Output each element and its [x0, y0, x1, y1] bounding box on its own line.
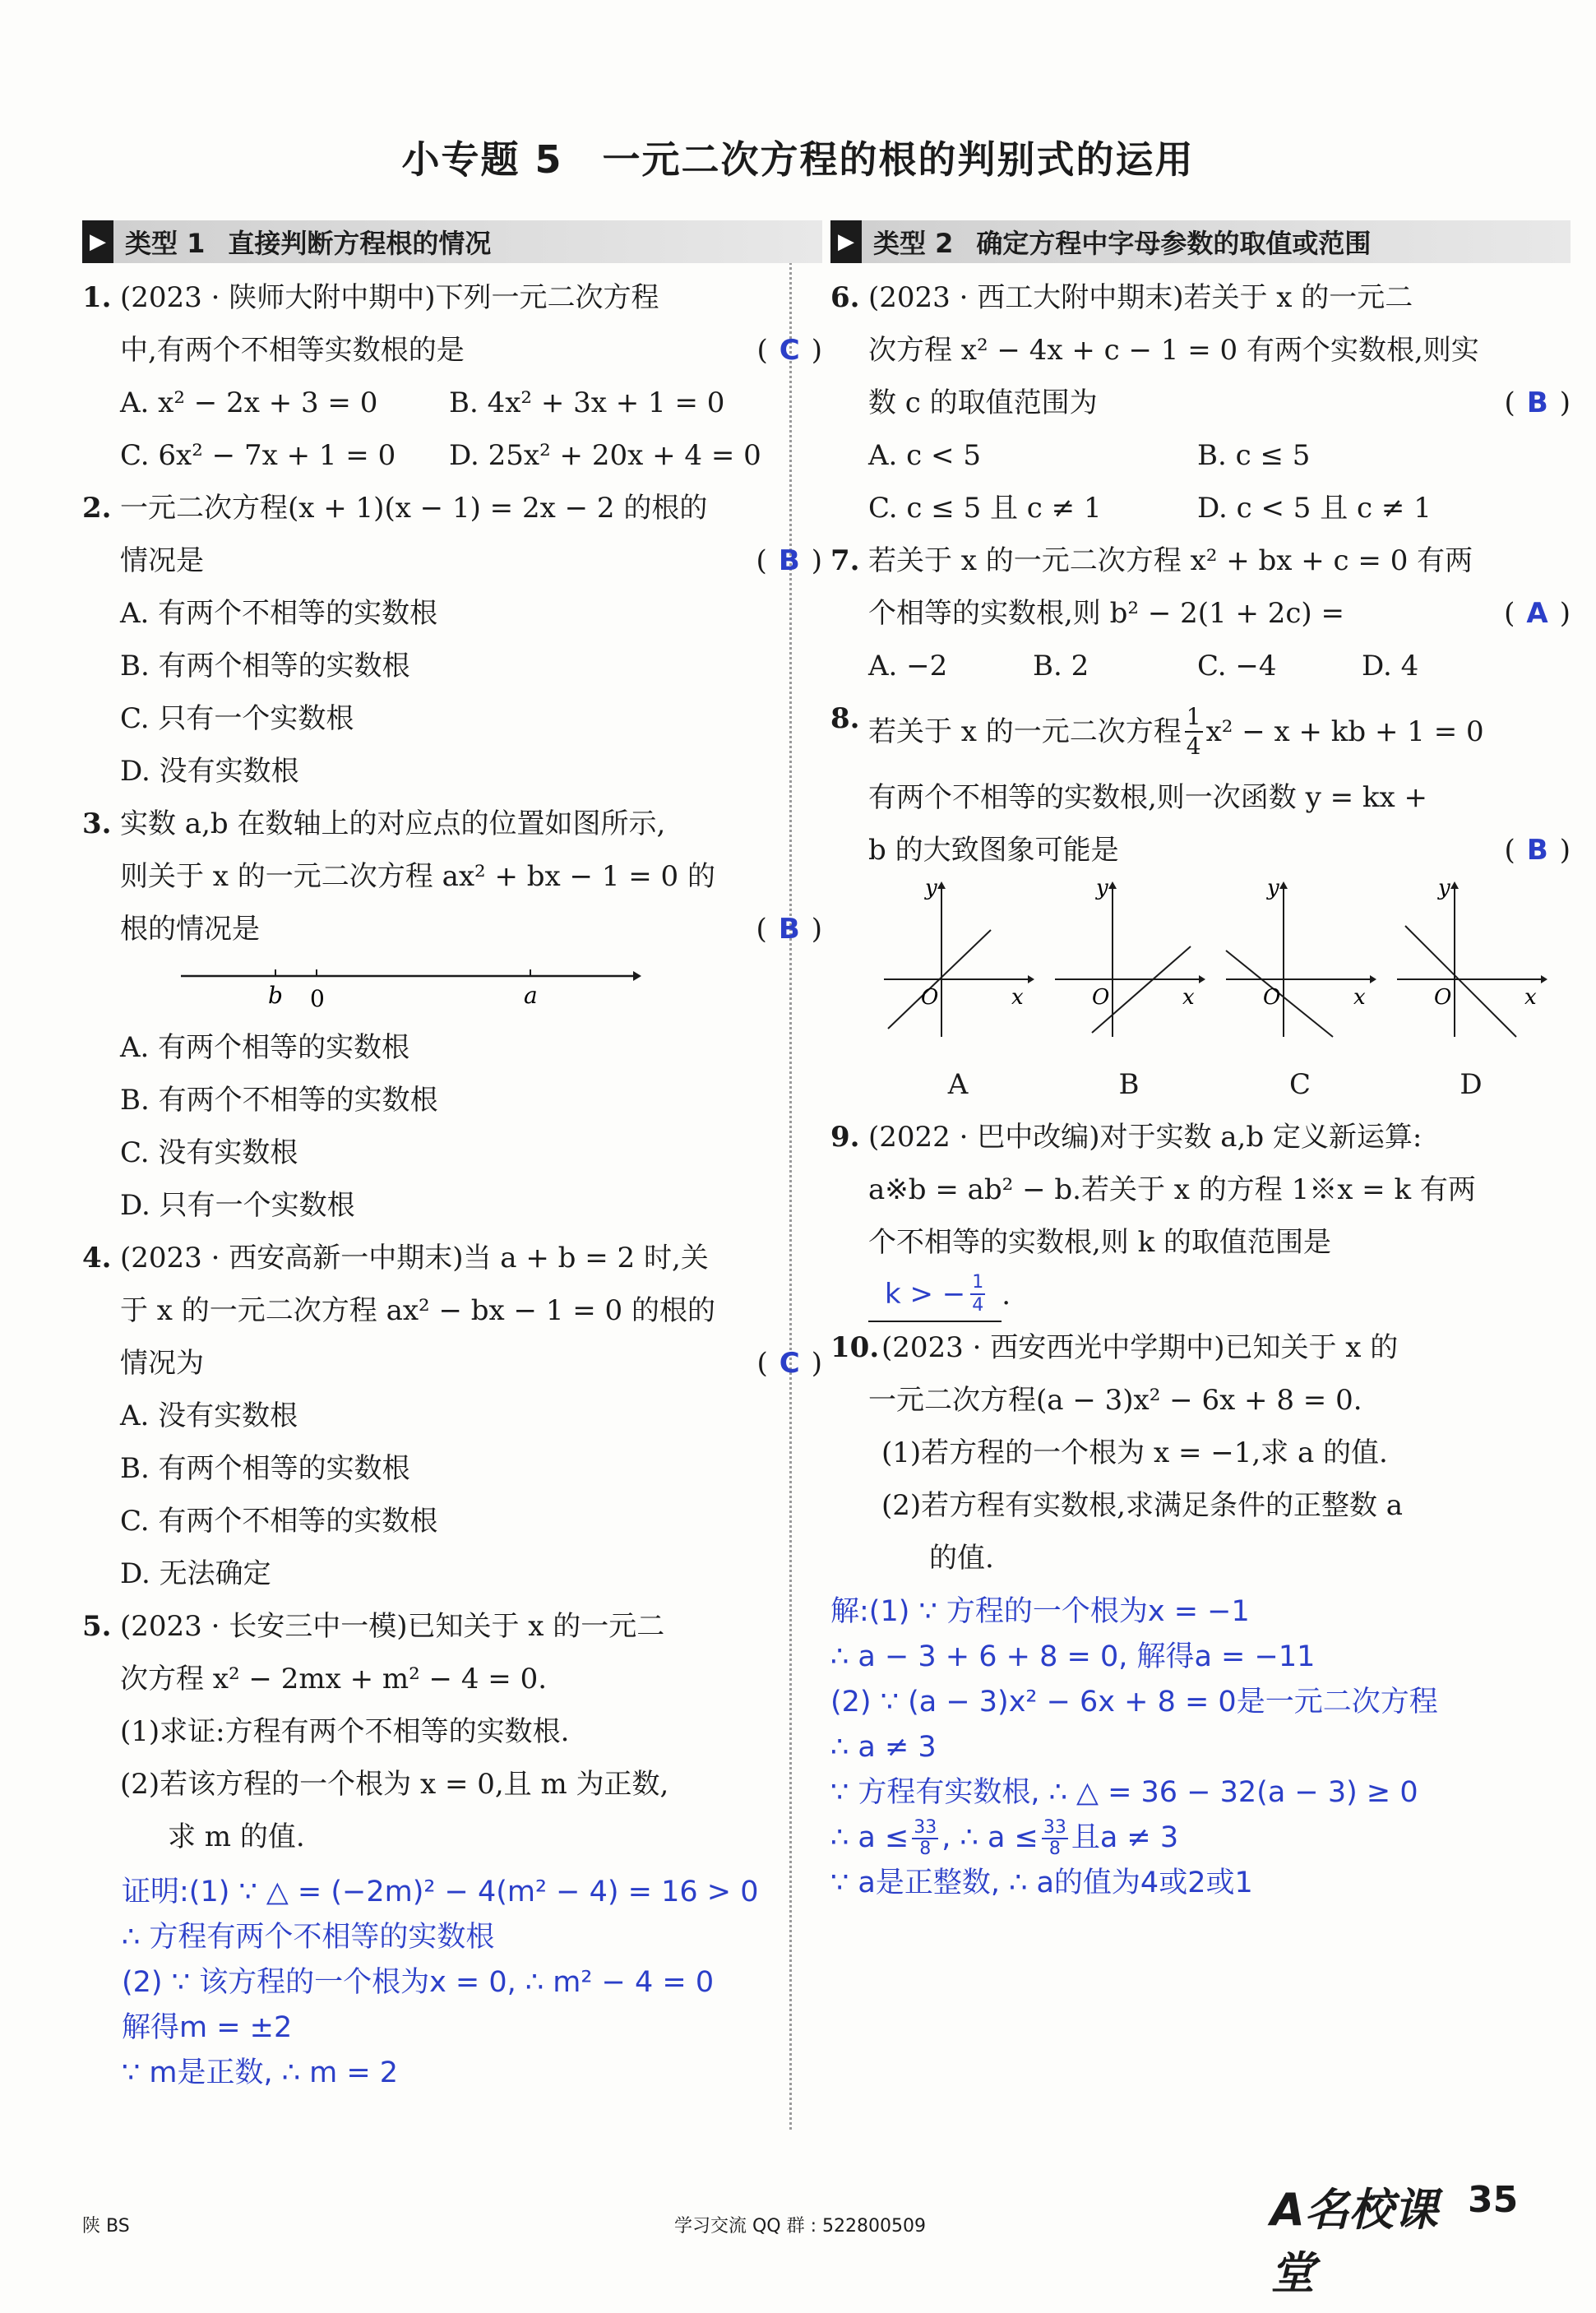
question-text: 实数 a,b 在数轴上的对应点的位置如图所示,	[120, 807, 666, 840]
question-text: 于 x 的一元二次方程 ax² − bx − 1 = 0 的根的	[120, 1294, 715, 1327]
question-text: 则关于 x 的一元二次方程 ax² + bx − 1 = 0 的	[120, 860, 715, 893]
solution-text: ∴ a ≤	[830, 1821, 909, 1854]
question-number: 8.	[830, 702, 860, 735]
solution-line: (2) ∵ (a − 3)x² − 6x + 8 = 0是一元二次方程	[830, 1686, 1438, 1719]
question-number: 2.	[82, 492, 112, 525]
graph-label: A	[947, 1068, 969, 1101]
axis-y-label: y	[925, 877, 937, 900]
question-number: 6.	[830, 281, 860, 314]
solution-5	[82, 1870, 822, 2096]
fraction-denominator: 8	[1048, 1838, 1061, 1859]
fraction-numerator: 33	[914, 1816, 937, 1838]
option-b: B. c ≤ 5	[1197, 439, 1311, 472]
question-text: a※b = ab² − b.若关于 x 的方程 1※x = k 有两	[868, 1173, 1476, 1206]
option-d: D. 25x² + 20x + 4 = 0	[449, 439, 761, 472]
origin-label: O	[1263, 985, 1281, 1010]
page-title: 小专题 5 一元二次方程的根的判别式的运用	[401, 137, 1195, 182]
option-b: B. 2	[1033, 650, 1089, 682]
question-text: x² − x + kb + 1 = 0	[1205, 715, 1484, 748]
option-c: C. −4	[1197, 650, 1277, 682]
question-text: (2023 · 陕师大附中期中)下列一元二次方程	[120, 281, 659, 314]
graph-label: B	[1118, 1068, 1140, 1101]
option-d: D. 没有实数根	[120, 755, 299, 788]
graph-options	[830, 877, 1571, 1111]
number-line	[82, 955, 822, 1021]
question-text: 若关于 x 的一元二次方程 x² + bx + c = 0 有两	[868, 544, 1473, 577]
question-8: 8. 若关于 x 的一元二次方程 $\frac{1}{4}$ x² − x + kb + 1 = 0 有两个不相等的实数根,则一次函数 y = kx + b 的大致图象可能是 ( B ) y x O A y x O B y x O C y x O D	[830, 692, 1571, 1111]
question-9	[830, 1111, 1571, 1321]
question-3: 3. 实数 a,b 在数轴上的对应点的位置如图所示, 则关于 x 的一元二次方程 ax² + bx − 1 = 0 的 根的情况是 ( B ) b 0 a A. 有两个相等的实数根 B. 有两个不相等的实数根 C. 没有实数根 D. 只有一个实数根	[82, 798, 822, 1232]
option-d: D. 无法确定	[120, 1557, 271, 1590]
graph-c	[1222, 877, 1378, 1111]
sub-question-2: (2)若方程有实数根,求满足条件的正整数 a	[881, 1489, 1404, 1522]
option-a: A. x² − 2x + 3 = 0	[120, 386, 378, 419]
question-text: 一元二次方程(a − 3)x² − 6x + 8 = 0.	[868, 1384, 1362, 1417]
solution-line: 证明:(1) ∵ △ = (−2m)² − 4(m² − 4) = 16 > 0	[122, 1876, 759, 1908]
section-header-2	[830, 220, 1571, 263]
solution-line: ∵ 方程有实数根, ∴ △ = 36 − 32(a − 3) ≥ 0	[830, 1776, 1418, 1809]
footer-edition: 陕 BS	[82, 2216, 130, 2237]
graph-label: D	[1460, 1068, 1483, 1101]
option-c: C. 只有一个实数根	[120, 702, 354, 735]
question-text: 一元二次方程(x + 1)(x − 1) = 2x − 2 的根的	[120, 492, 708, 525]
question-text: 个相等的实数根,则 b² − 2(1 + 2c) =	[868, 597, 1344, 630]
option-a: A. −2	[868, 650, 948, 682]
option-c: C. c ≤ 5 且 c ≠ 1	[868, 492, 1102, 525]
period: .	[1002, 1279, 1011, 1311]
fraction-numerator: 1	[970, 1272, 985, 1295]
brand-logo	[1270, 2175, 1443, 2299]
question-4: 4. (2023 · 西安高新一中期末)当 a + b = 2 时,关 于 x 的一元二次方程 ax² − bx − 1 = 0 的根的 情况为 ( C ) A. 没有实数根 B. 有两个相等的实数根 C. 有两个不相等的实数根 D. 无法确定	[82, 1232, 822, 1600]
option-a: A. c < 5	[868, 439, 981, 472]
right-column	[830, 220, 1571, 1906]
sub-question-1: (1)若方程的一个根为 x = −1,求 a 的值.	[881, 1436, 1388, 1469]
question-text: 中,有两个不相等实数根的是	[120, 334, 465, 367]
question-number: 7.	[830, 544, 860, 577]
graph-b	[1051, 877, 1207, 1111]
section-header-1	[82, 220, 822, 263]
option-a: A. 有两个不相等的实数根	[120, 597, 438, 630]
question-text: 数 c 的取值范围为	[868, 386, 1098, 419]
question-number: 5.	[82, 1610, 112, 1643]
solution-line	[830, 1816, 1571, 1861]
answer: B	[1526, 386, 1548, 419]
axis-x-label: x	[1182, 985, 1195, 1010]
question-text: (2023 · 西工大附中期末)若关于 x 的一元二	[868, 281, 1413, 314]
answer: A	[1526, 597, 1548, 630]
option-b: B. 有两个不相等的实数根	[120, 1084, 438, 1117]
solution-text: 且a ≠ 3	[1071, 1821, 1179, 1854]
axis-y-label: y	[1267, 877, 1279, 900]
sub-question-1: (1)求证:方程有两个不相等的实数根.	[120, 1715, 570, 1748]
sub-question-2-cont: 求 m 的值.	[168, 1820, 305, 1853]
logo-text: A名校课堂	[1270, 2184, 1438, 2299]
origin-label: O	[1092, 985, 1110, 1010]
play-icon: ▶	[82, 220, 113, 263]
fraction-denominator: 8	[919, 1838, 932, 1859]
fill-answer	[868, 1268, 1002, 1322]
question-text: b 的大致图象可能是	[868, 834, 1119, 867]
question-text: 情况是	[120, 544, 204, 577]
answer: C	[779, 334, 800, 367]
option-a: A. 没有实数根	[120, 1399, 298, 1432]
fraction	[1185, 703, 1203, 761]
left-column	[82, 220, 822, 2096]
solution-line: ∴ a − 3 + 6 + 8 = 0, 解得a = −11	[830, 1640, 1316, 1673]
answer-text: k > −	[885, 1278, 966, 1311]
question-number: 9.	[830, 1121, 860, 1154]
question-2: 2. 一元二次方程(x + 1)(x − 1) = 2x − 2 的根的 情况是 ( B ) A. 有两个不相等的实数根 B. 有两个相等的实数根 C. 只有一个实数根 D. 没有实数根	[82, 482, 822, 798]
question-text: 若关于 x 的一元二次方程	[868, 715, 1182, 748]
question-5	[82, 1600, 822, 2096]
origin-label: O	[1434, 985, 1452, 1010]
solution-line: 解:(1) ∵ 方程的一个根为x = −1	[830, 1595, 1250, 1628]
graph-a	[880, 877, 1036, 1111]
question-text: 个不相等的实数根,则 k 的取值范围是	[868, 1226, 1332, 1259]
number-line-b: b	[268, 982, 283, 1009]
section-type: 类型 2	[873, 228, 954, 259]
question-6: 6. (2023 · 西工大附中期末)若关于 x 的一元二 次方程 x² − 4x + c − 1 = 0 有两个实数根,则实 数 c 的取值范围为 ( B ) A. c < 5 B. c ≤ 5 C. c ≤ 5 且 c ≠ 1 D. c < 5 且 c ≠ 1	[830, 271, 1571, 534]
fraction	[970, 1272, 985, 1316]
solution-text: , ∴ a ≤	[941, 1821, 1039, 1854]
answer: B	[778, 913, 800, 946]
option-c: C. 6x² − 7x + 1 = 0	[120, 439, 396, 472]
section-type: 类型 1	[125, 228, 206, 259]
question-number: 10.	[830, 1331, 880, 1364]
solution-line: ∵ a是正整数, ∴ a的值为4或2或1	[830, 1867, 1253, 1899]
question-text: (2023 · 西安高新一中期末)当 a + b = 2 时,关	[120, 1242, 709, 1274]
option-d: D. c < 5 且 c ≠ 1	[1197, 492, 1432, 525]
option-a: A. 有两个相等的实数根	[120, 1031, 410, 1064]
question-text: 根的情况是	[120, 913, 260, 946]
play-icon: ▶	[830, 220, 862, 263]
number-line-a: a	[524, 982, 538, 1009]
option-d: D. 只有一个实数根	[120, 1189, 355, 1222]
solution-line: (2) ∵ 该方程的一个根为x = 0, ∴ m² − 4 = 0	[122, 1966, 715, 1999]
graph-d	[1393, 877, 1549, 1111]
question-1: 1. (2023 · 陕师大附中期中)下列一元二次方程 中,有两个不相等实数根的是 ( C ) A. x² − 2x + 3 = 0 B. 4x² + 3x + 1 = 0 C. 6x² − 7x + 1 = 0 D. 25x² + 20x + 4 = 0	[82, 271, 822, 482]
page-number: 35	[1468, 2179, 1519, 2221]
question-number: 1.	[82, 281, 112, 314]
section-title: 确定方程中字母参数的取值或范围	[976, 228, 1372, 259]
fraction	[1042, 1818, 1068, 1859]
axis-y-label: y	[1438, 877, 1450, 900]
axis-y-label: y	[1096, 877, 1108, 900]
answer: C	[779, 1347, 800, 1380]
question-10	[830, 1321, 1571, 1906]
question-text: 次方程 x² − 4x + c − 1 = 0 有两个实数根,则实	[868, 334, 1479, 367]
question-text: 有两个不相等的实数根,则一次函数 y = kx +	[868, 781, 1427, 814]
solution-line: ∴ 方程有两个不相等的实数根	[122, 1921, 495, 1954]
sub-question-2-cont: 的值.	[929, 1542, 994, 1575]
question-text: 情况为	[120, 1347, 204, 1380]
question-number: 3.	[82, 807, 112, 840]
option-b: B. 4x² + 3x + 1 = 0	[449, 386, 725, 419]
footer-qq-group: 学习交流 QQ 群 : 522800509	[674, 2216, 926, 2237]
answer: B	[778, 544, 800, 577]
solution-line: 解得m = ±2	[122, 2011, 293, 2044]
section-title: 直接判断方程根的情况	[228, 228, 492, 259]
option-c: C. 有两个不相等的实数根	[120, 1505, 438, 1538]
fraction-numerator: 33	[1043, 1816, 1066, 1838]
fraction-denominator: 4	[1186, 733, 1201, 760]
axis-x-label: x	[1353, 985, 1366, 1010]
graph-label: C	[1288, 1068, 1311, 1101]
axis-x-label: x	[1524, 985, 1537, 1010]
solution-line: ∴ a ≠ 3	[830, 1731, 937, 1764]
number-line-0: 0	[310, 985, 325, 1012]
option-b: B. 有两个相等的实数根	[120, 1452, 410, 1485]
question-7: 7. 若关于 x 的一元二次方程 x² + bx + c = 0 有两 个相等的实数根,则 b² − 2(1 + 2c) = ( A ) A. −2 B. 2 C. −4 D. 4	[830, 534, 1571, 692]
fraction	[912, 1818, 938, 1859]
option-d: D. 4	[1362, 650, 1419, 682]
question-text: (2023 · 长安三中一模)已知关于 x 的一元二	[120, 1610, 665, 1643]
origin-label: O	[921, 985, 939, 1010]
fraction-numerator: 1	[1185, 703, 1203, 733]
question-text: (2023 · 西安西光中学期中)已知关于 x 的	[881, 1331, 1399, 1364]
option-b: B. 有两个相等的实数根	[120, 650, 410, 682]
answer: B	[1526, 834, 1548, 867]
option-c: C. 没有实数根	[120, 1136, 298, 1169]
sub-question-2: (2)若该方程的一个根为 x = 0,且 m 为正数,	[120, 1768, 669, 1801]
question-number: 4.	[82, 1242, 112, 1274]
axis-x-label: x	[1011, 985, 1024, 1010]
question-text: (2022 · 巴中改编)对于实数 a,b 定义新运算:	[868, 1121, 1423, 1154]
question-text: 次方程 x² − 2mx + m² − 4 = 0.	[120, 1663, 548, 1695]
fraction-denominator: 4	[972, 1295, 984, 1316]
solution-line: ∵ m是正数, ∴ m = 2	[122, 2056, 399, 2089]
solution-10	[830, 1589, 1571, 1906]
